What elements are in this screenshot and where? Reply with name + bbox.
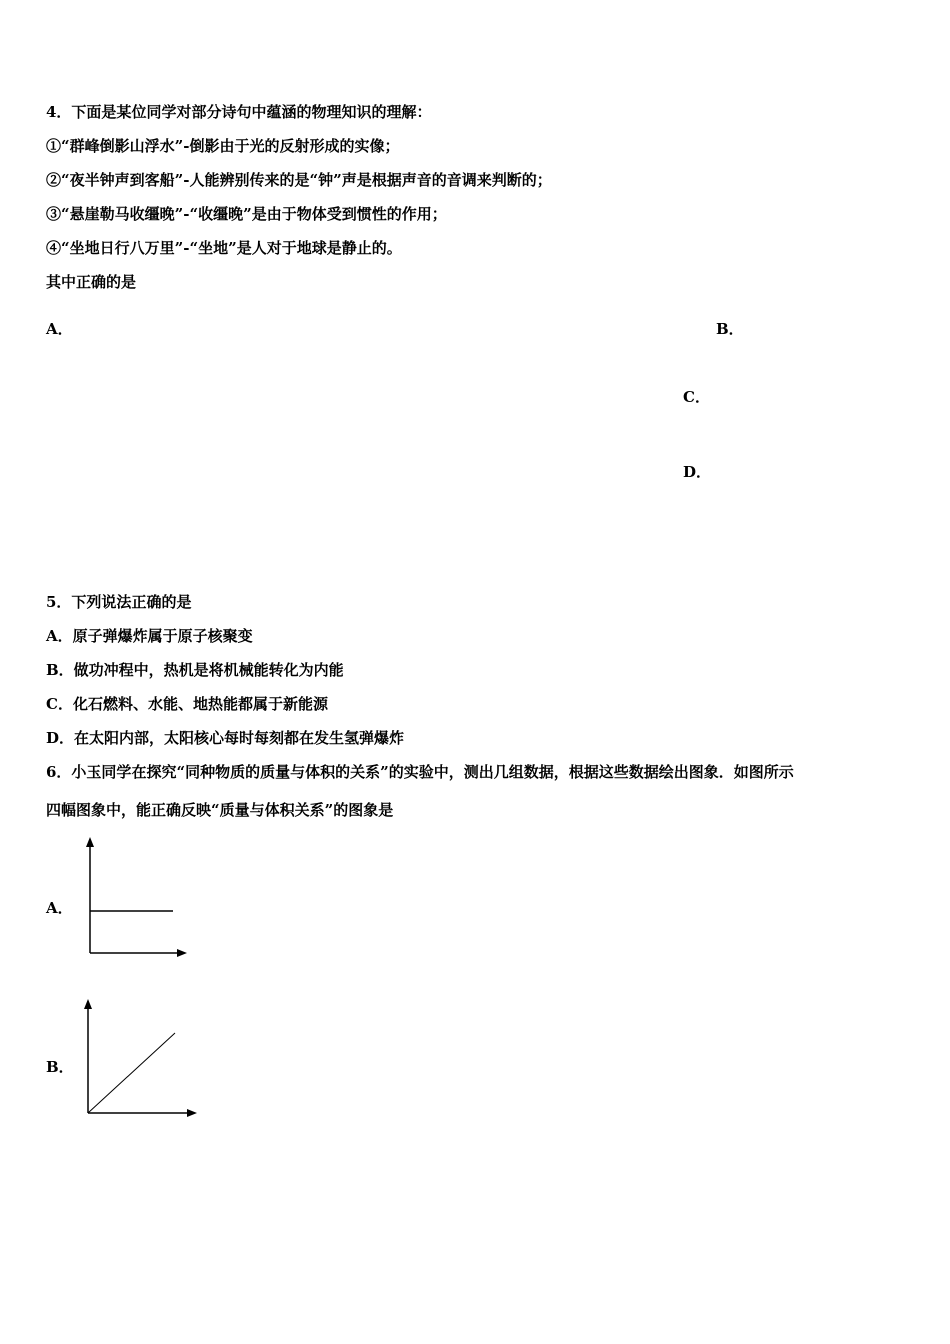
q4-stem: 4．下面是某位同学对部分诗句中蕴涵的物理知识的理解：	[46, 103, 432, 121]
q4-item-3: ③“悬崖勒马收缰晚”-“收缰晚”是由于物体受到惯性的作用；	[46, 205, 447, 223]
q4-option-d: D．	[683, 463, 712, 481]
q5-option-d: D．在太阳内部，太阳核心每时每刻都在发生氢弹爆炸	[46, 729, 405, 747]
graph-a-y-arrow	[86, 837, 94, 847]
q5-option-b: B．做功冲程中，热机是将机械能转化为内能	[46, 661, 344, 679]
graph-b-y-arrow	[84, 999, 92, 1009]
q4-item-4: ④“坐地日行八万里”-“坐地”是人对于地球是静止的。	[46, 239, 402, 257]
q6-stem-line-2: 四幅图象中，能正确反映“质量与体积关系”的图象是	[46, 801, 394, 819]
q5-option-a: A．原子弹爆炸属于原子核聚变	[46, 627, 253, 645]
q5-stem: 5．下列说法正确的是	[46, 593, 192, 611]
q6-option-b: B．	[46, 1058, 74, 1076]
q4-item-1: ①“群峰倒影山浮水”-倒影由于光的反射形成的实像；	[46, 137, 400, 155]
q5-option-c: C．化石燃料、水能、地热能都属于新能源	[46, 695, 328, 713]
q4-prompt: 其中正确的是	[46, 273, 137, 291]
q4-item-2: ②“夜半钟声到客船”-人能辨别传来的是“钟”声是根据声音的音调来判断的；	[46, 171, 552, 189]
q4-option-a: A．	[46, 320, 73, 338]
graph-b-data-line	[88, 1033, 175, 1113]
q4-option-b: B．	[716, 320, 744, 338]
graph-a-x-arrow	[177, 949, 187, 957]
q4-option-c: C．	[683, 388, 710, 406]
q6-option-a: A．	[46, 899, 73, 917]
q6-stem-line-1: 6．小玉同学在探究“同种物质的质量与体积的关系”的实验中，测出几组数据，根据这些数据绘出图象．如图所示	[46, 763, 794, 781]
q6-graph-a	[80, 835, 190, 965]
q6-graph-b	[78, 997, 200, 1122]
graph-b-x-arrow	[187, 1109, 197, 1117]
